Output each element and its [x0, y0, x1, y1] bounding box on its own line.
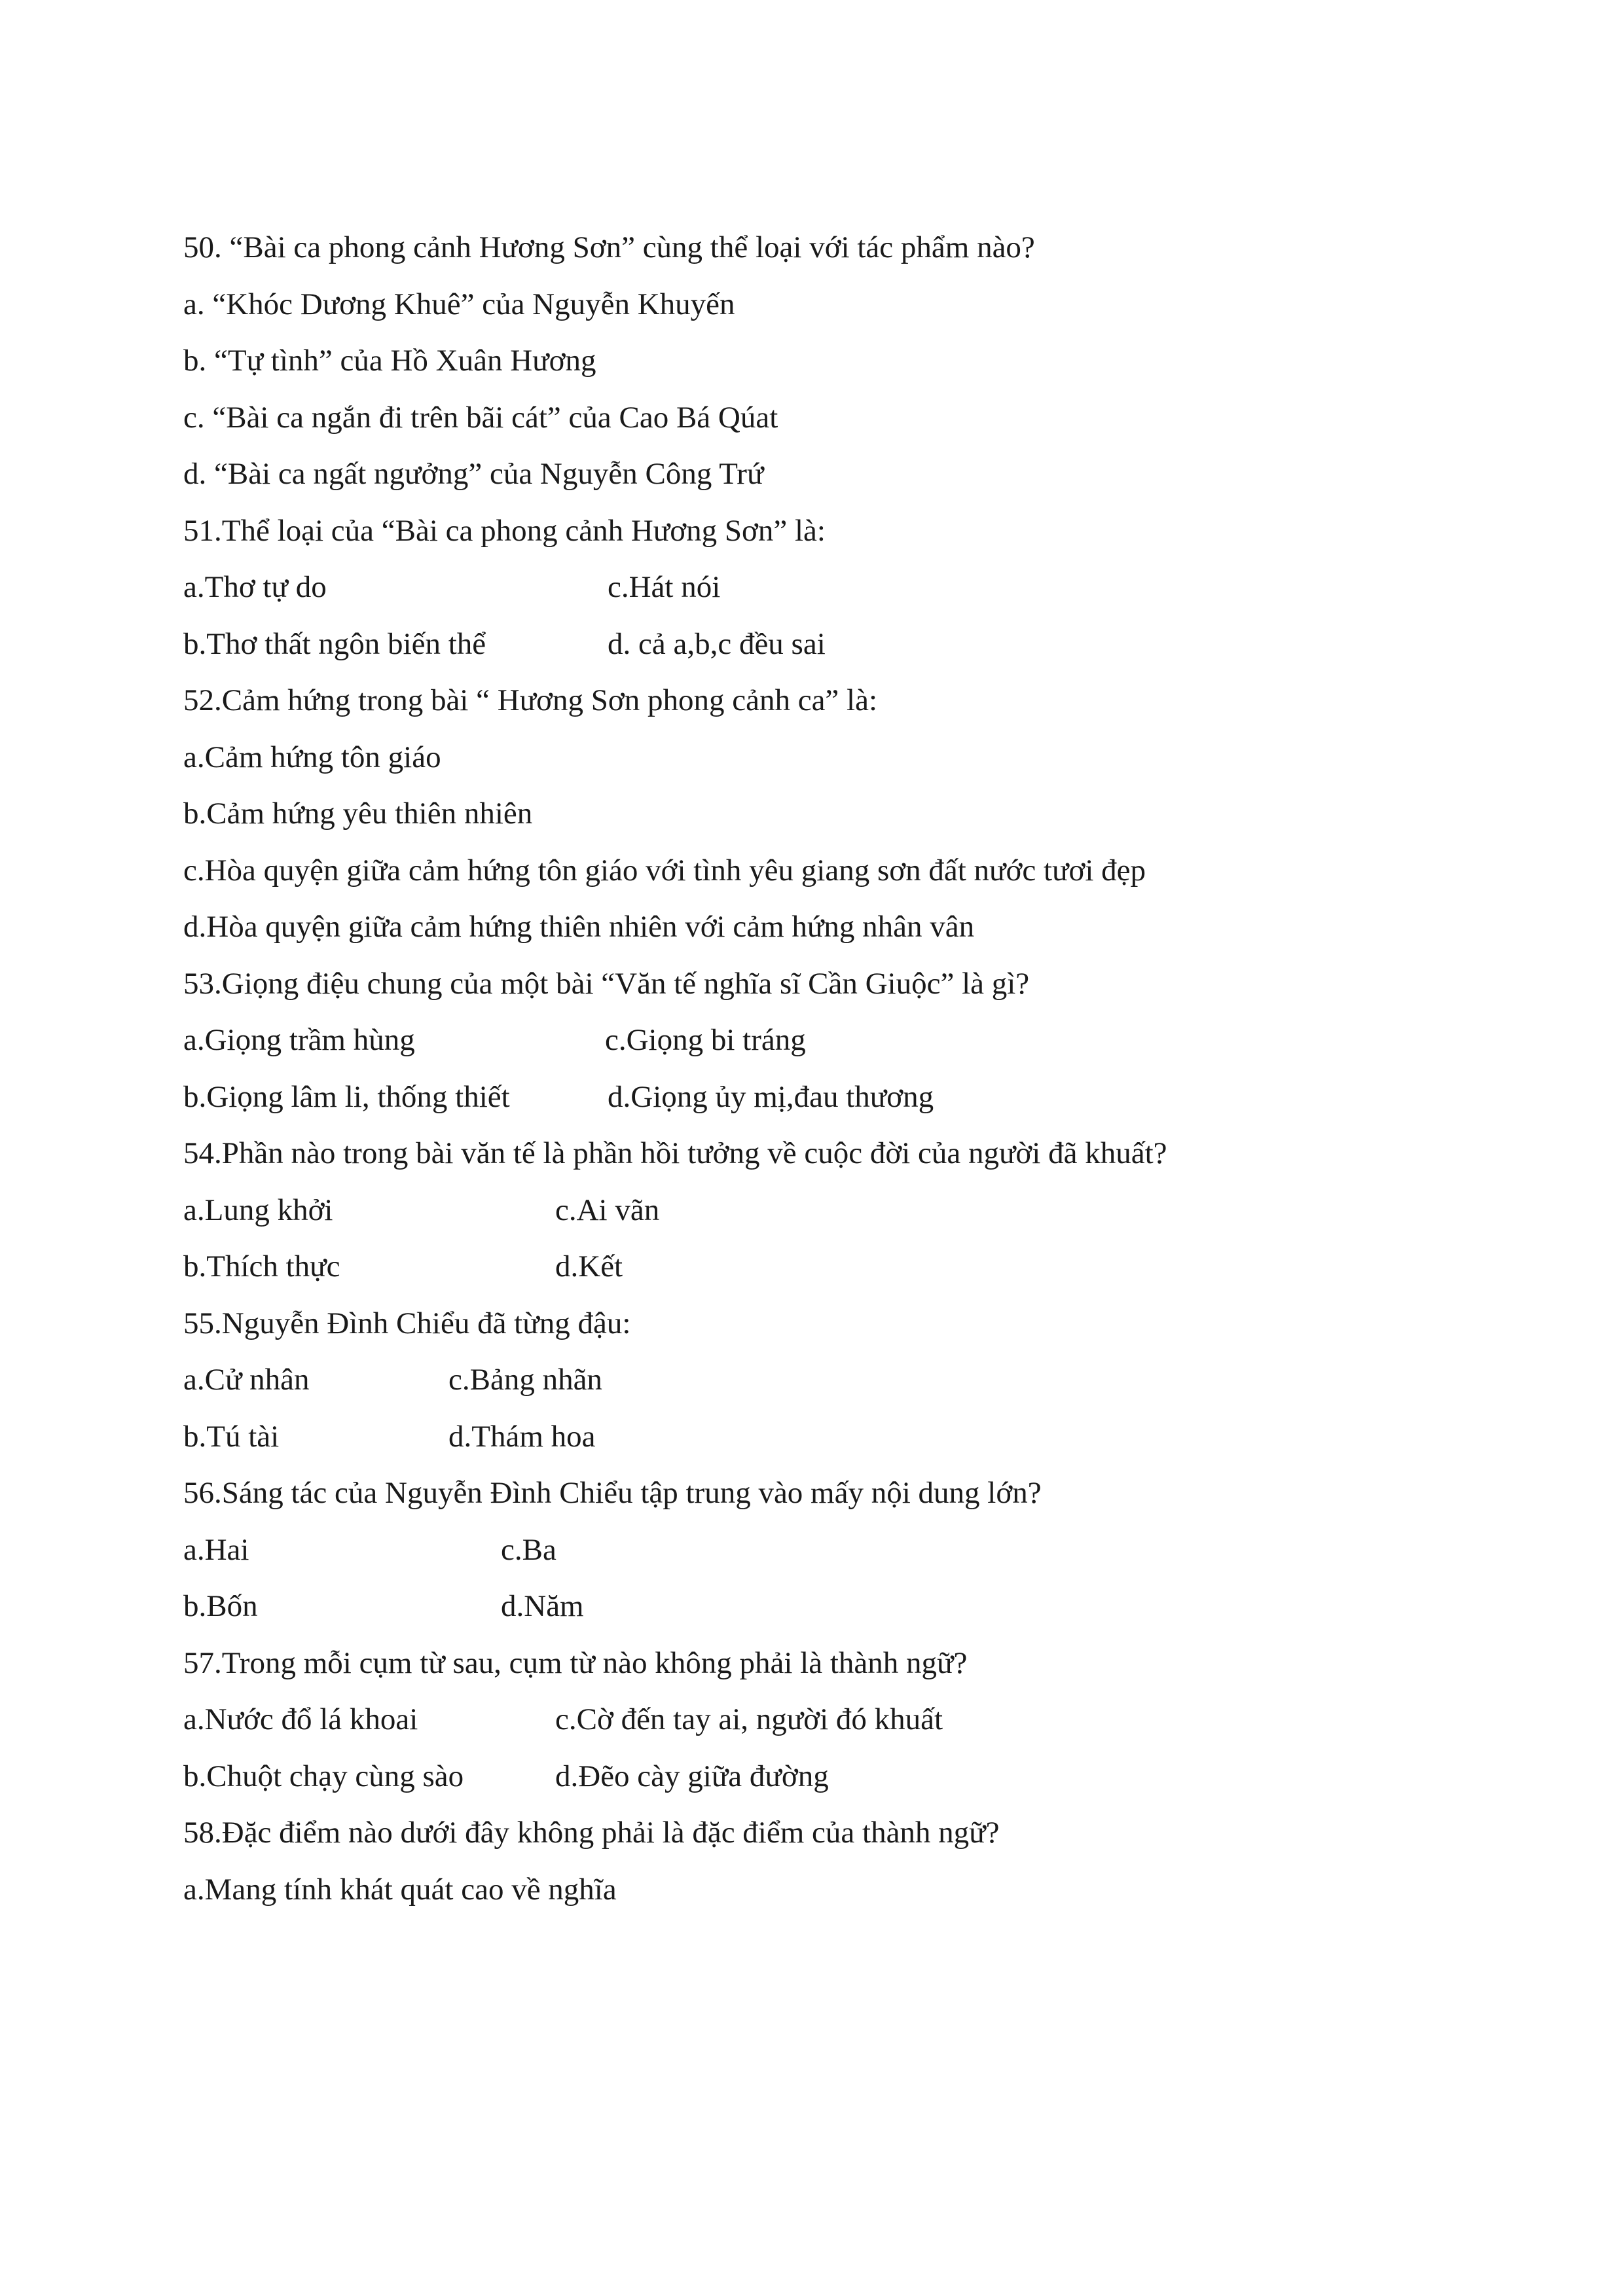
option-50a: a. “Khóc Dương Khuê” của Nguyễn Khuyến	[183, 287, 735, 321]
option-50b: b. “Tự tình” của Hồ Xuân Hương	[183, 344, 596, 378]
option-row-56-bd	[183, 1578, 1493, 1635]
option-row-51-bd	[183, 616, 1493, 673]
option-51a: a.Thơ tự do	[183, 570, 327, 604]
option-52d: d.Hòa quyện giữa cảm hứng thiên nhiên với cảm hứng nhân vân	[183, 910, 975, 944]
question-57: 57.Trong mỗi cụm từ sau, cụm từ nào không phải là thành ngữ?	[183, 1645, 968, 1680]
question-53: 53.Giọng điệu chung của một bài “Văn tế nghĩa sĩ Cần Giuộc” là gì?	[183, 966, 1030, 1001]
option-50c: c. “Bài ca ngắn đi trên bãi cát” của Cao Bá Qúat	[183, 400, 778, 435]
option-54c: c.Ai vãn	[555, 1193, 660, 1227]
option-row-53-ac	[183, 1012, 1493, 1069]
option-56c: c.Ba	[501, 1532, 556, 1567]
option-56b: b.Bốn	[183, 1589, 258, 1623]
option-row-57-ac	[183, 1691, 1493, 1748]
option-row-56-ac	[183, 1522, 1493, 1579]
question-58: 58.Đặc điểm nào dưới đây không phải là đặc điểm của thành ngữ?	[183, 1816, 1000, 1850]
option-53c: c.Giọng bi tráng	[605, 1023, 806, 1057]
option-57d: d.Đẽo cày giữa đường	[555, 1759, 829, 1793]
option-53a: a.Giọng trầm hùng	[183, 1023, 415, 1057]
option-row-54-bd	[183, 1238, 1493, 1295]
option-50d: d. “Bài ca ngất ngưởng” của Nguyễn Công Trứ	[183, 457, 764, 491]
option-56d: d.Năm	[501, 1589, 584, 1623]
option-51c: c.Hát nói	[608, 570, 721, 604]
question-56: 56.Sáng tác của Nguyễn Đình Chiểu tập trung vào mấy nội dung lớn?	[183, 1476, 1042, 1510]
option-55c: c.Bảng nhãn	[448, 1363, 602, 1397]
option-row-55-bd	[183, 1408, 1493, 1465]
option-57b: b.Chuột chạy cùng sào	[183, 1759, 464, 1793]
option-52b: b.Cảm hứng yêu thiên nhiên	[183, 797, 533, 831]
option-55b: b.Tú tài	[183, 1419, 280, 1454]
option-57c: c.Cờ đến tay ai, người đó khuất	[555, 1702, 943, 1736]
option-55d: d.Thám hoa	[448, 1419, 596, 1454]
option-row-54-ac	[183, 1182, 1493, 1239]
option-53d: d.Giọng ủy mị,đau thương	[608, 1079, 934, 1114]
option-row-53-bd	[183, 1069, 1493, 1126]
option-54b: b.Thích thực	[183, 1249, 340, 1283]
question-50: 50. “Bài ca phong cảnh Hương Sơn” cùng thể loại với tác phẩm nào?	[183, 230, 1035, 264]
option-53b: b.Giọng lâm li, thống thiết	[183, 1079, 510, 1114]
question-55: 55.Nguyễn Đình Chiểu đã từng đậu:	[183, 1306, 631, 1340]
question-54: 54.Phần nào trong bài văn tế là phần hồi tưởng về cuộc đời của người đã khuất?	[183, 1136, 1167, 1170]
option-51b: b.Thơ thất ngôn biến thể	[183, 626, 486, 661]
question-51: 51.Thể loại của “Bài ca phong cảnh Hương Sơn” là:	[183, 513, 826, 548]
option-55a: a.Cử nhân	[183, 1363, 310, 1397]
question-52: 52.Cảm hứng trong bài “ Hương Sơn phong cảnh ca” là:	[183, 683, 878, 717]
question-list	[183, 219, 1493, 1918]
option-56a: a.Hai	[183, 1532, 249, 1567]
option-52c: c.Hòa quyện giữa cảm hứng tôn giáo với tình yêu giang sơn đất nước tươi đẹp	[183, 853, 1146, 888]
option-57a: a.Nước đổ lá khoai	[183, 1702, 418, 1736]
option-52a: a.Cảm hứng tôn giáo	[183, 740, 441, 774]
option-row-51-ac	[183, 559, 1493, 616]
option-row-57-bd	[183, 1748, 1493, 1805]
option-row-55-ac	[183, 1352, 1493, 1408]
option-51d: d. cả a,b,c đều sai	[608, 626, 826, 661]
option-54a: a.Lung khởi	[183, 1193, 333, 1227]
option-58a: a.Mang tính khát quát cao về nghĩa	[183, 1872, 617, 1907]
option-54d: d.Kết	[555, 1249, 623, 1283]
